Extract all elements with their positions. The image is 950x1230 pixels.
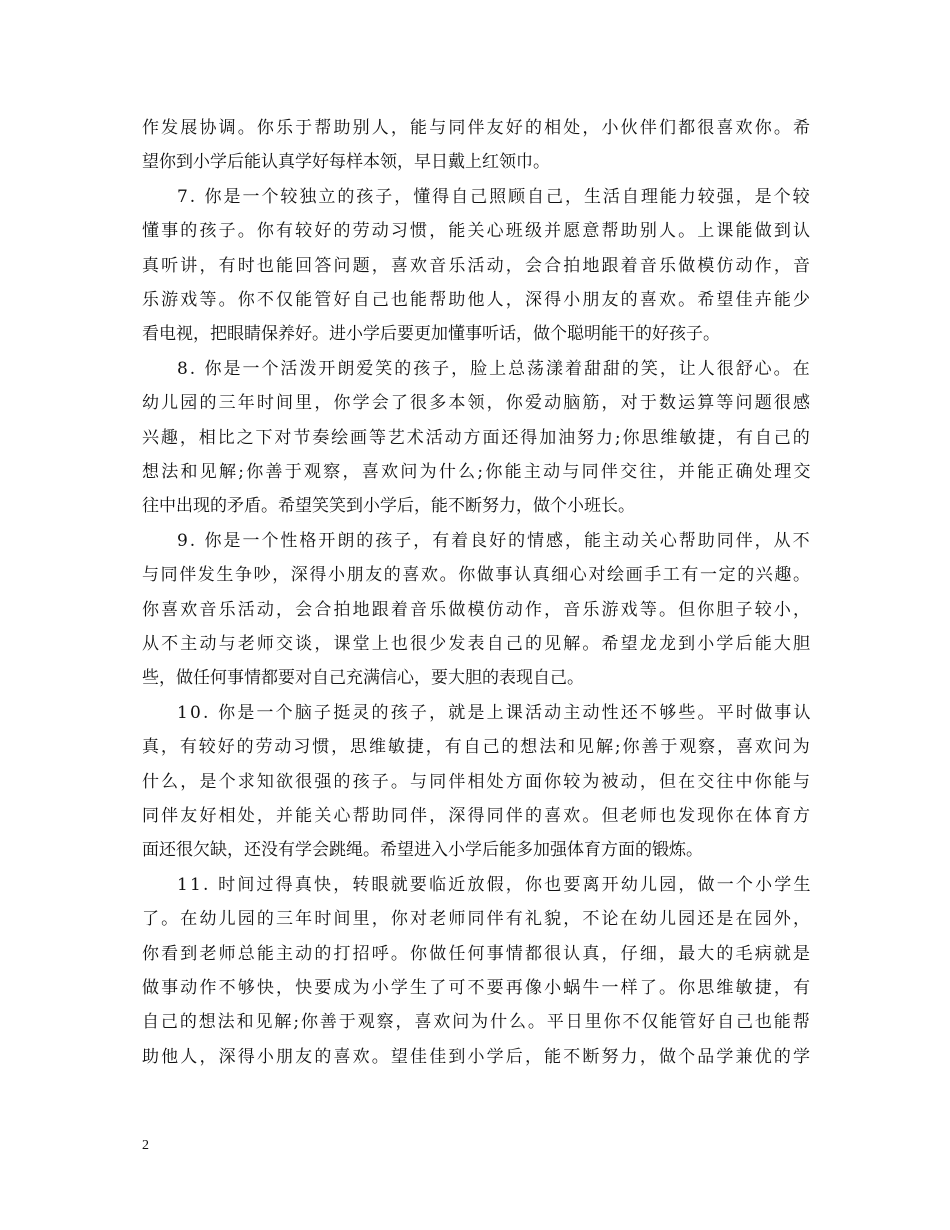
text-line: 面还很欠缺，还没有学会跳绳。希望进入小学后能多加强体育方面的锻炼。 (142, 840, 703, 861)
text-line: 10. 你是一个脑子挺灵的孩子，就是上课活动主动性还不够些。平时做事认 (177, 702, 813, 723)
text-line: 些，做任何事情都要对自己充满信心，要大胆的表现自己。 (142, 668, 584, 689)
text-line: 从不主动与老师交谈，课堂上也很少发表自己的见解。希望龙龙到小学后能大胆 (142, 634, 813, 654)
text-line: 望你到小学后能认真学好每样本领，早日戴上红领巾。 (142, 152, 550, 173)
text-line: 幼儿园的三年时间里，你学会了很多本领，你爱动脑筋，对于数运算等问题很感 (142, 393, 813, 414)
text-line: 7. 你是一个较独立的孩子，懂得自己照顾自己，生活自理能力较强，是个较 (177, 186, 812, 207)
page-number: 2 (142, 1138, 149, 1153)
text-line: 兴趣，相比之下对节奏绘画等艺术活动方面还得加油努力;你思维敏捷，有自己的 (142, 427, 812, 448)
text-line: 11. 时间过得真快，转眼就要临近放假，你也要离开幼儿园，做一个小学生 (177, 874, 813, 895)
text-line: 什么，是个求知欲很强的孩子。与同伴相处方面你较为被动，但在交往中你能与 (142, 771, 813, 792)
text-line: 懂事的孩子。你有较好的劳动习惯，能关心班级并愿意帮助别人。上课能做到认 (142, 221, 813, 242)
text-line: 你喜欢音乐活动，会合拍地跟着音乐做模仿动作，音乐游戏等。但你胆子较小， (142, 599, 813, 620)
text-line: 作发展协调。你乐于帮助别人，能与同伴友好的相处，小伙伴们都很喜欢你。希 (142, 118, 813, 138)
text-line: 看电视，把眼睛保养好。进小学后要更加懂事听话，做个聪明能干的好孩子。 (142, 324, 720, 345)
text-line: 助他人，深得小朋友的喜欢。望佳佳到小学后，能不断努力，做个品学兼优的学 (142, 1046, 813, 1067)
text-line: 与同伴发生争吵，深得小朋友的喜欢。你做事认真细心对绘画手工有一定的兴趣。 (142, 565, 812, 586)
text-line: 想法和见解;你善于观察，喜欢问为什么;你能主动与同伴交往，并能正确处理交 (142, 462, 813, 482)
text-line: 同伴友好相处，并能关心帮助同伴，深得同伴的喜欢。但老师也发现你在体育方 (142, 806, 813, 826)
text-line: 了。在幼儿园的三年时间里，你对老师同伴有礼貌，不论在幼儿园还是在园外， (142, 909, 813, 930)
text-line: 自己的想法和见解;你善于观察，喜欢问为什么。平日里你不仅能管好自己也能帮 (142, 1012, 812, 1033)
text-line: 真听讲，有时也能回答问题，喜欢音乐活动，会合拍地跟着音乐做模仿动作，音 (142, 255, 813, 276)
text-line: 8. 你是一个活泼开朗爱笑的孩子，脸上总荡漾着甜甜的笑，让人很舒心。在 (177, 358, 812, 379)
text-line: 你看到老师总能主动的打招呼。你做任何事情都很认真，仔细，最大的毛病就是 (142, 943, 813, 964)
text-line: 做事动作不够快，快要成为小学生了可不要再像小蜗牛一样了。你思维敏捷，有 (142, 978, 813, 998)
text-line: 乐游戏等。你不仅能管好自己也能帮助他人，深得小朋友的喜欢。希望佳卉能少 (142, 290, 813, 310)
text-line: 真，有较好的劳动习惯，思维敏捷，有自己的想法和见解;你善于观察，喜欢问为 (142, 737, 812, 758)
text-line: 9. 你是一个性格开朗的孩子，有着良好的情感，能主动关心帮助同伴，从不 (177, 530, 812, 551)
text-line: 往中出现的矛盾。希望笑笑到小学后，能不断努力，做个小班长。 (142, 496, 635, 517)
